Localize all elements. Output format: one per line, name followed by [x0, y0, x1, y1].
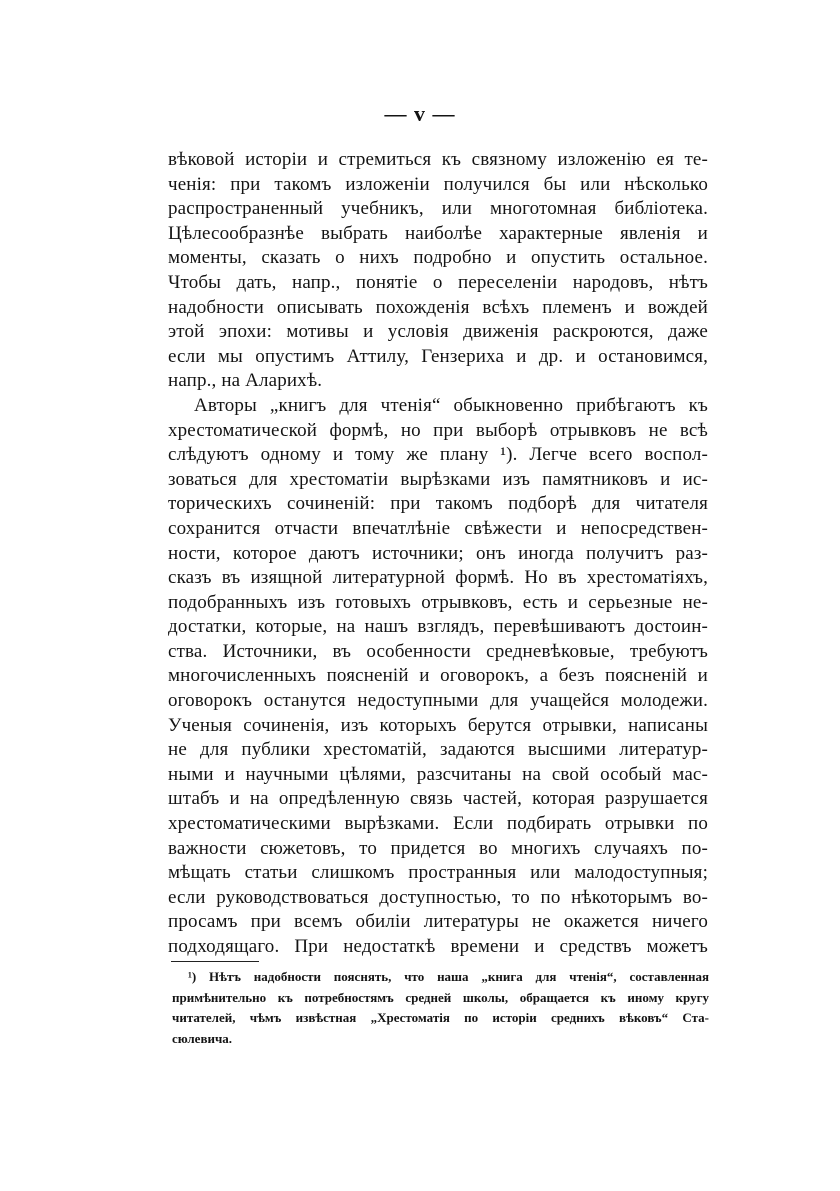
text-line: зоваться для хрестоматіи вырѣзками изъ памятниковъ и ис-: [168, 468, 708, 490]
text-line: вѣковой исторіи и стремиться къ связному изложенію ея те-: [168, 149, 708, 170]
text-line: важности сюжетовъ, то придется во многихъ случаяхъ по-: [168, 837, 708, 859]
text-line: если руководствоваться доступностью, то по нѣкоторымъ во-: [168, 886, 708, 908]
main-text: [168, 148, 708, 960]
text-line: оговорокъ останутся недоступными для учащейся молодежи.: [168, 690, 708, 712]
text-line: этой эпохи: мотивы и условія движенія раскроются, даже: [168, 321, 708, 343]
text-line: ства. Источники, въ особенности средневѣковые, требуютъ: [168, 640, 708, 662]
text-line: Ученыя сочиненія, изъ которыхъ берутся отрывки, написаны: [168, 714, 708, 736]
text-line: слѣдуютъ одному и тому же плану ¹). Легче всего воспол-: [168, 444, 708, 466]
text-line: напр., на Аларихѣ.: [168, 370, 323, 392]
footnote-line: сюлевича.: [172, 1031, 233, 1047]
footnote-line: примѣнительно къ потребностямъ средней школы, обращается къ иному кругу: [172, 989, 709, 1005]
footnote-line: читателей, чѣмъ извѣстная „Хрестоматія по исторіи среднихъ вѣковъ“ Ста-: [172, 1010, 709, 1026]
text-line: распространенный учебникъ, или многотомная библіотека.: [168, 198, 708, 220]
text-line: ности, которое даютъ источники; онъ иногда получитъ раз-: [168, 542, 708, 564]
text-line: штабъ и на опредѣленную связь частей, которая разрушается: [168, 788, 708, 810]
text-line: многочисленныхъ поясненій и оговорокъ, а безъ поясненій и: [168, 665, 708, 687]
footnote: [172, 967, 709, 1050]
text-line: сохранится отчасти впечатлѣніе свѣжести и непосредствен-: [168, 517, 708, 539]
footnote-divider: [171, 961, 259, 962]
text-line: не для публики хрестоматій, задаются высшими литератур-: [168, 739, 708, 761]
text-line: Цѣлесообразнѣе выбрать наиболѣе характерные явленія и: [168, 222, 708, 244]
page-number: — v —: [384, 101, 456, 126]
footnote-line: ¹) Нѣтъ надобности пояснять, что наша „книга для чтенія“, составленная: [188, 969, 709, 984]
text-line: если мы опустимъ Аттилу, Гензериха и др. и остановимся,: [168, 345, 708, 367]
text-line: моменты, сказать о нихъ подробно и опустить остальное.: [168, 247, 708, 269]
text-line: просамъ при всемъ обиліи литературы не окажется ничего: [168, 911, 708, 933]
text-line: достатки, которые, на нашъ взглядъ, перевѣшиваютъ достоин-: [168, 616, 708, 638]
text-line: подходящаго. При недостаткѣ времени и средствъ можетъ: [168, 936, 708, 957]
text-line: хрестоматической формѣ, но при выборѣ отрывковъ не всѣ: [168, 419, 708, 441]
paragraph-start-line: Авторы „книгъ для чтенія“ обыкновенно прибѣгаютъ къ: [194, 394, 708, 416]
text-line: торическихъ сочиненій: при такомъ подборѣ для читателя: [168, 493, 708, 515]
text-line: подобранныхъ изъ готовыхъ отрывковъ, есть и серьезные не-: [168, 591, 708, 613]
text-line: Чтобы дать, напр., понятіе о переселеніи народовъ, нѣтъ: [168, 271, 708, 293]
text-line: ными и научными цѣлями, разсчитаны на свой особый мас-: [168, 763, 708, 785]
text-line: ченія: при такомъ изложеніи получился бы или нѣсколько: [168, 173, 708, 195]
text-line: мѣщать статьи слишкомъ пространныя или малодоступныя;: [168, 862, 708, 884]
text-line: надобности описывать похожденія всѣхъ племенъ и вождей: [168, 296, 708, 318]
text-line: хрестоматическими вырѣзками. Если подбирать отрывки по: [168, 813, 708, 835]
text-line: сказъ въ изящной литературной формѣ. Но въ хрестоматіяхъ,: [168, 567, 708, 589]
